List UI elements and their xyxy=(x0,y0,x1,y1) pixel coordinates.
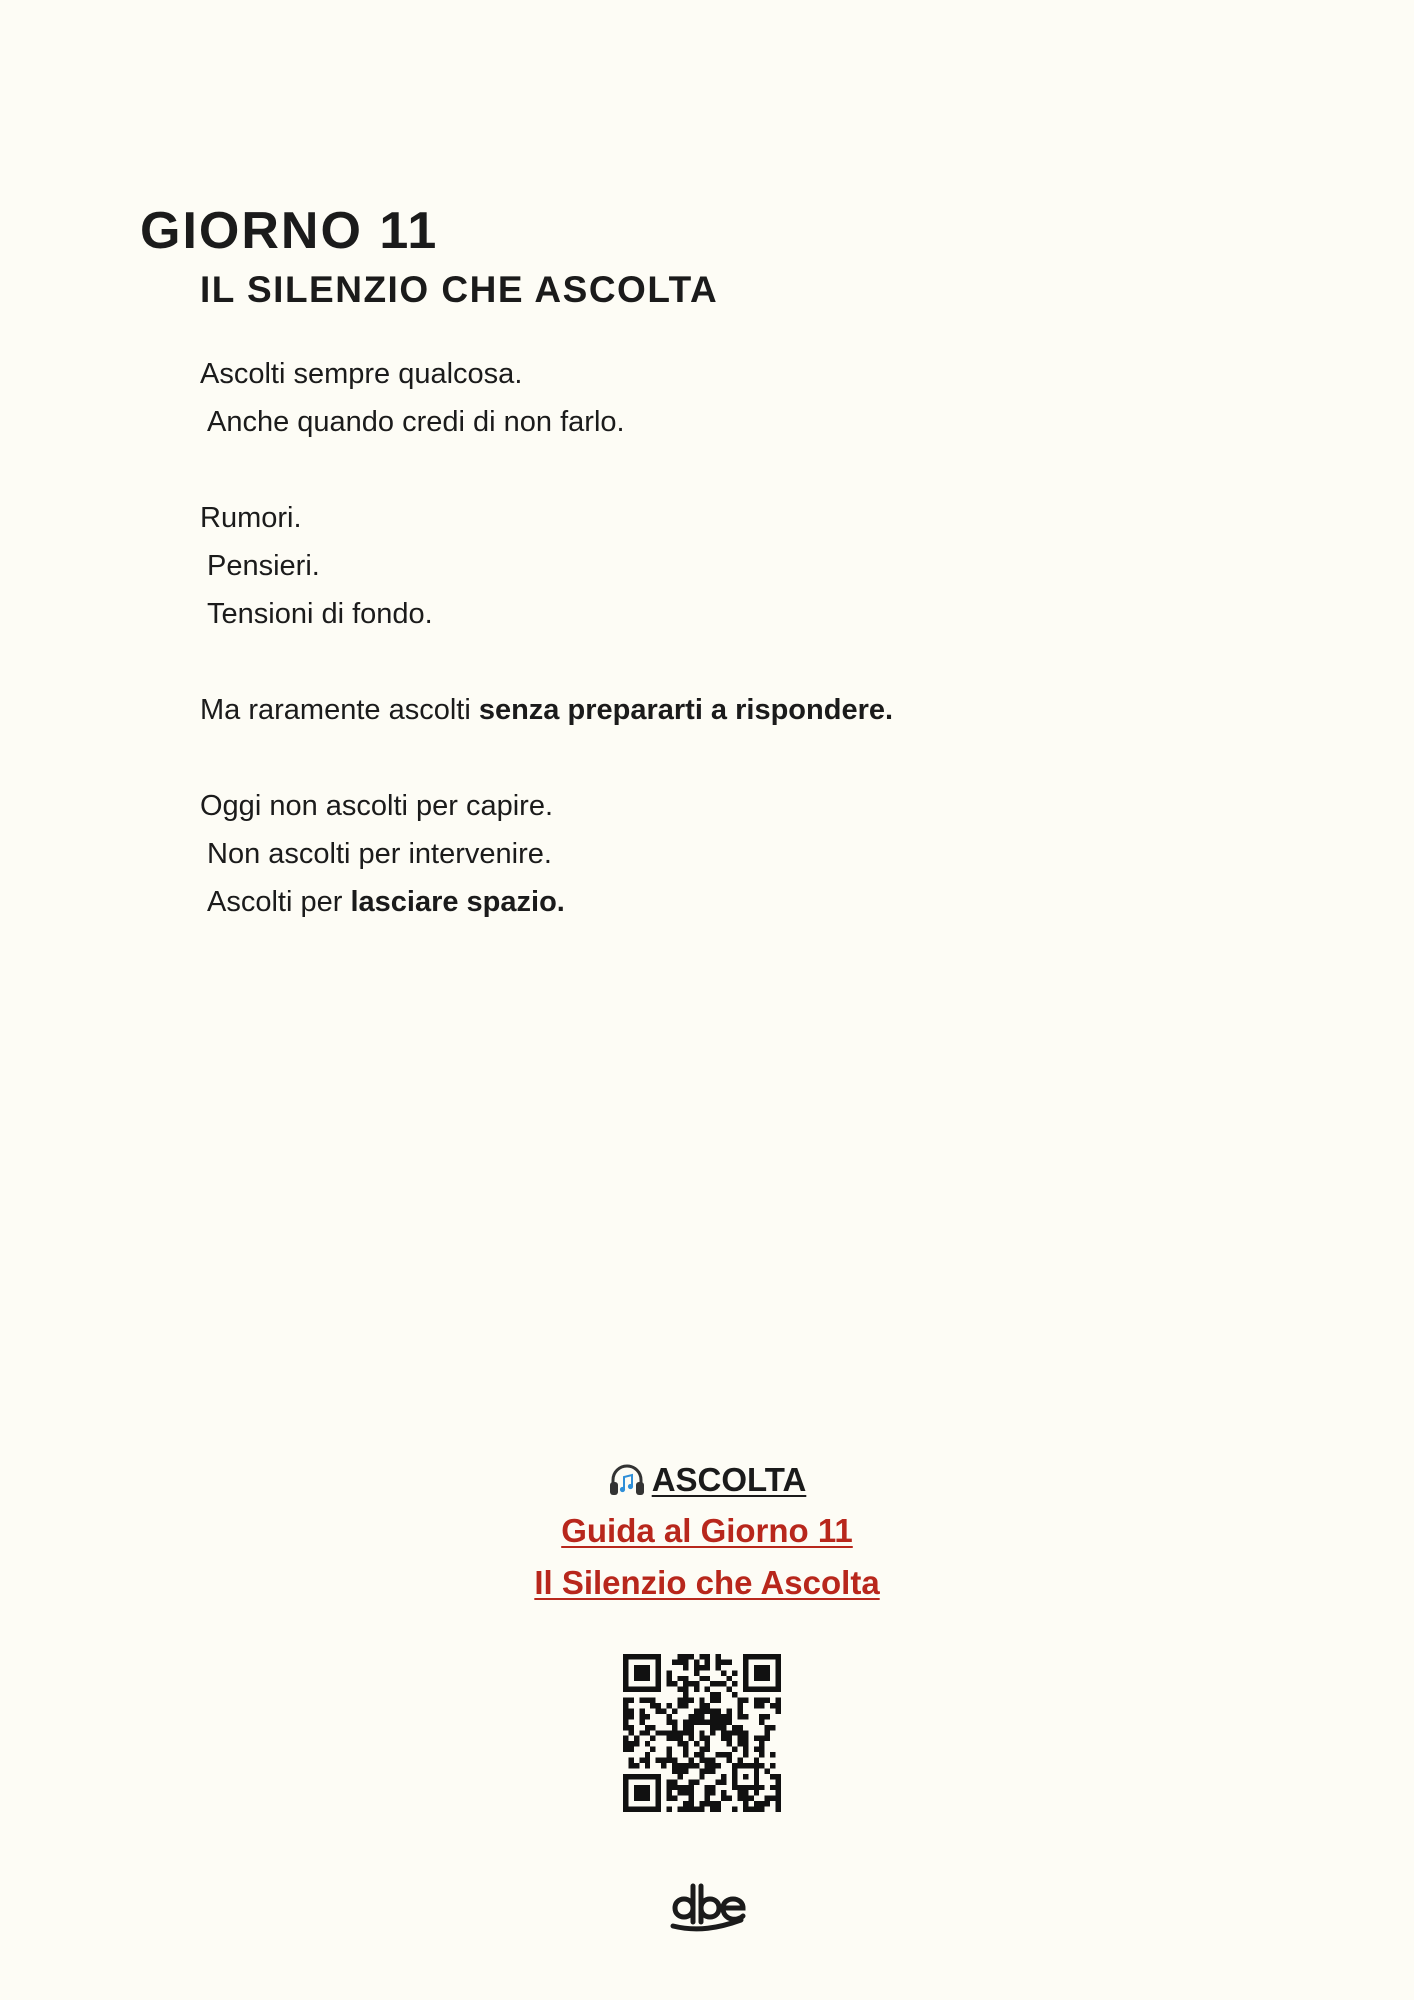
guide-link-day[interactable]: Guida al Giorno 11 xyxy=(561,1512,853,1549)
text-line: Non ascolti per intervenire. xyxy=(207,838,552,870)
paragraph-1 xyxy=(200,350,1250,446)
text-line: Rumori. xyxy=(200,502,302,534)
text-line xyxy=(200,878,1250,926)
headphones-icon xyxy=(608,1463,646,1497)
listen-section xyxy=(0,1455,1414,1609)
paragraph-4 xyxy=(200,782,1250,926)
paragraph-3 xyxy=(200,686,1250,734)
text-line: Pensieri. xyxy=(207,550,320,582)
day-title: GIORNO 11 xyxy=(140,202,439,260)
text-line: Oggi non ascolti per capire. xyxy=(200,790,554,822)
text-line xyxy=(200,686,1250,734)
bold-text: lasciare spazio. xyxy=(350,886,565,918)
bold-text: senza prepararti a rispondere. xyxy=(478,694,894,726)
text-segment: Ma raramente ascolti xyxy=(200,694,479,726)
paragraph-2 xyxy=(200,494,1250,638)
text-line: Anche quando credi di non farlo. xyxy=(207,406,625,438)
brand-logo xyxy=(667,1878,747,1938)
text-line: Ascolti sempre qualcosa. xyxy=(200,358,523,390)
guide-link-title[interactable]: Il Silenzio che Ascolta xyxy=(534,1564,880,1601)
text-segment: Ascolti per xyxy=(207,886,351,918)
day-subtitle: IL SILENZIO CHE ASCOLTA xyxy=(200,269,719,310)
qr-code[interactable] xyxy=(623,1654,781,1812)
body-text xyxy=(200,350,1250,974)
text-line: Tensioni di fondo. xyxy=(207,598,433,630)
listen-label: ASCOLTA xyxy=(651,1461,807,1498)
listen-heading xyxy=(608,1455,807,1505)
